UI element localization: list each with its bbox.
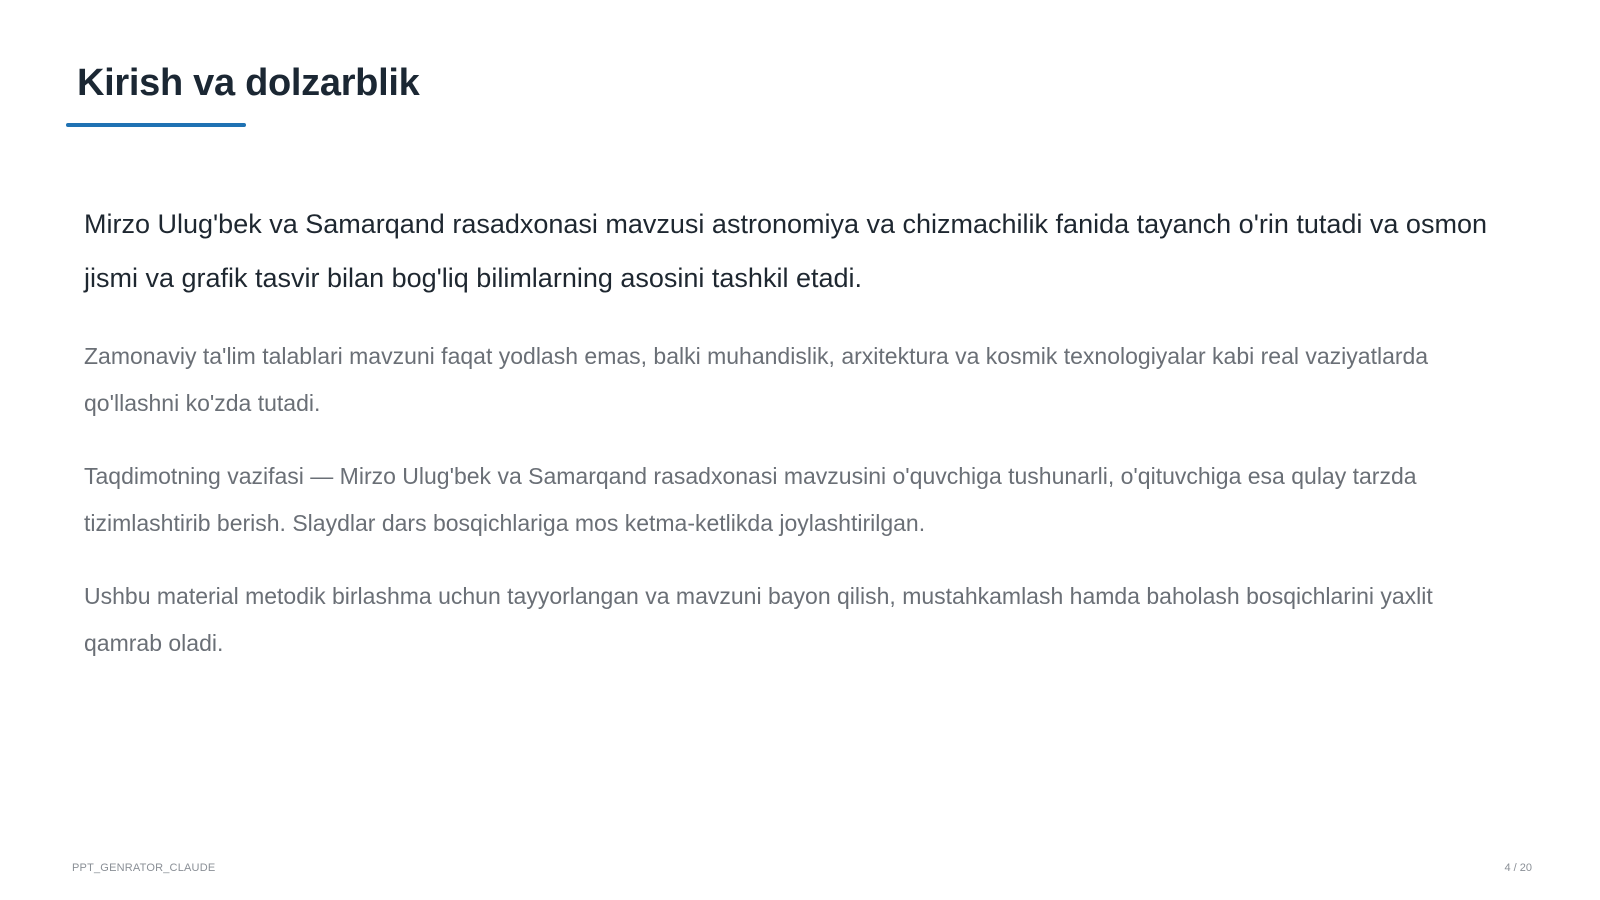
slide-content (84, 197, 1504, 693)
body-paragraph-2: Taqdimotning vazifasi — Mirzo Ulug'bek va Samarqand rasadxonasi mavzusini o'quvchiga tushunarli, o'qituvchiga esa qulay tarzda tizimlashtirib berish. Slaydlar dars bosqichlariga mos ketma-ketlikda joylashtirilgan. (84, 463, 1417, 536)
footer-brand: PPT_GENRATOR_CLAUDE (72, 862, 216, 874)
body-paragraph-1: Zamonaviy ta'lim talablari mavzuni faqat yodlash emas, balki muhandislik, arxitektura va kosmik texnologiyalar kabi real vaziyatlarda qo'llashni ko'zda tutadi. (84, 343, 1429, 416)
body-paragraph-3: Ushbu material metodik birlashma uchun tayyorlangan va mavzuni bayon qilish, mustahkamlash hamda baholash bosqichlarini yaxlit qamrab oladi. (84, 583, 1433, 656)
slide-title: Kirish va dolzarblik (77, 62, 420, 104)
title-underline (66, 123, 246, 127)
page-number: 4 / 20 (1504, 862, 1532, 874)
lead-paragraph: Mirzo Ulug'bek va Samarqand rasadxonasi mavzusi astronomiya va chizmachilik fanida tayanch o'rin tutadi va osmon jismi va grafik tasvir bilan bog'liq bilimlarning asosini tashkil etadi. (84, 209, 1487, 293)
